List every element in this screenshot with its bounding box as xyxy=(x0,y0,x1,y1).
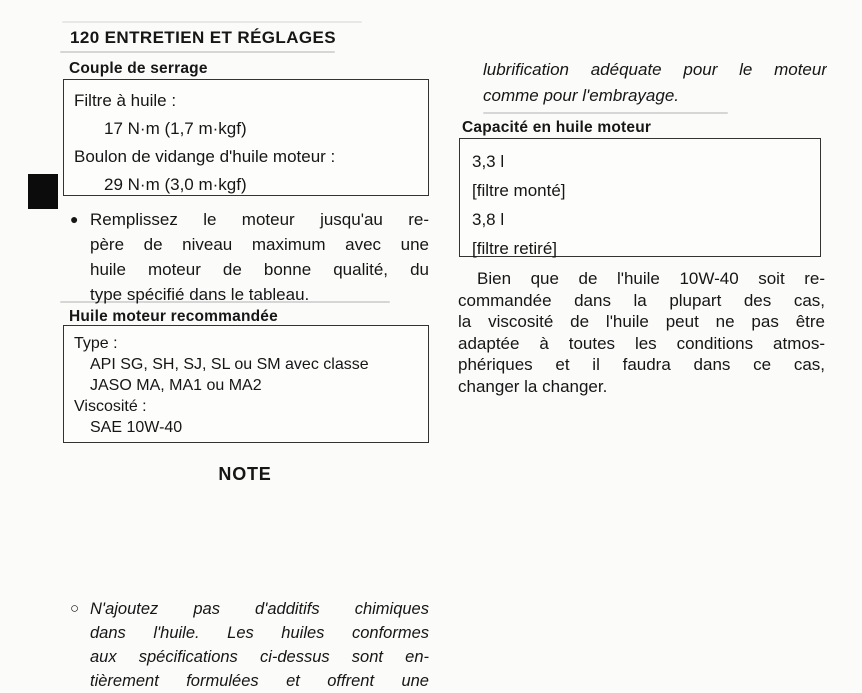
body-line: la viscosité de l'huile peut ne pas être xyxy=(458,312,825,331)
body-line: lubrification adéquate pour le moteur xyxy=(483,60,827,79)
spec-value: 3,3 l xyxy=(472,152,505,171)
note-line: N'ajoutez pas d'additifs chimiques xyxy=(90,600,429,618)
note-continuation-paragraph xyxy=(483,57,827,109)
body-line: huile moteur de bonne qualité, du xyxy=(90,260,429,279)
page-header: 120 ENTRETIEN ET RÉGLAGES xyxy=(70,28,336,47)
heading-rule-capacity xyxy=(483,112,728,114)
body-line: adaptée à toutes les conditions atmos- xyxy=(458,333,825,353)
note-title-container xyxy=(60,464,430,485)
body-line: père de niveau maximum avec une xyxy=(90,235,429,254)
spec-qualifier: [filtre retiré] xyxy=(472,239,558,258)
note-line: tièrement formulées et offrent une xyxy=(90,672,429,690)
spec-value: 29 N·m (3,0 m·kgf) xyxy=(104,175,247,194)
oil-capacity-box xyxy=(459,138,821,257)
spec-line: Filtre à huile : xyxy=(74,91,177,110)
section-tab-marker xyxy=(28,174,58,209)
body-line: changer la changer. xyxy=(458,376,608,396)
body-line: Bien que de l'huile 10W-40 soit re- xyxy=(477,269,825,288)
spec-value: 3,8 l xyxy=(472,210,505,229)
capacity-section-heading: Capacité en huile moteur xyxy=(462,119,652,136)
body-line: phériques et il faudra dans ce cas, xyxy=(458,355,825,374)
note-line: dans l'huile. Les huiles conformes xyxy=(90,624,429,642)
scan-bleed-rule-top xyxy=(62,21,362,23)
circle-bullet-icon: ○ xyxy=(70,600,80,617)
note-title: NOTE xyxy=(218,464,272,484)
body-line: comme pour l'embrayage. xyxy=(483,86,679,105)
note-line: aux spécifications ci-dessus sont en- xyxy=(90,648,429,666)
spec-line: Viscosité : xyxy=(74,398,147,415)
torque-section-heading: Couple de serrage xyxy=(69,60,208,77)
oil-section-heading: Huile moteur recommandée xyxy=(69,308,278,325)
viscosity-paragraph xyxy=(458,268,825,397)
body-line: type spécifié dans le tableau. xyxy=(90,285,310,304)
spec-line: Boulon de vidange d'huile moteur : xyxy=(74,147,336,166)
body-line: commandée dans la plupart des cas, xyxy=(458,290,825,310)
torque-spec-box xyxy=(63,79,429,196)
spec-value: SAE 10W-40 xyxy=(90,419,183,436)
heading-rule-torque xyxy=(60,51,335,53)
disc-bullet-icon: ● xyxy=(70,211,79,227)
spec-qualifier: [filtre monté] xyxy=(472,181,566,200)
spec-line: Type : xyxy=(74,335,118,352)
body-line: Remplissez le moteur jusqu'au re- xyxy=(90,210,429,229)
note-list-item xyxy=(68,597,429,693)
fill-instruction-item xyxy=(68,207,429,307)
spec-value: JASO MA, MA1 ou MA2 xyxy=(90,377,262,394)
spec-value: API SG, SH, SJ, SL ou SM avec classe xyxy=(90,356,369,373)
spec-value: 17 N·m (1,7 m·kgf) xyxy=(104,119,247,138)
recommended-oil-box xyxy=(63,325,429,443)
